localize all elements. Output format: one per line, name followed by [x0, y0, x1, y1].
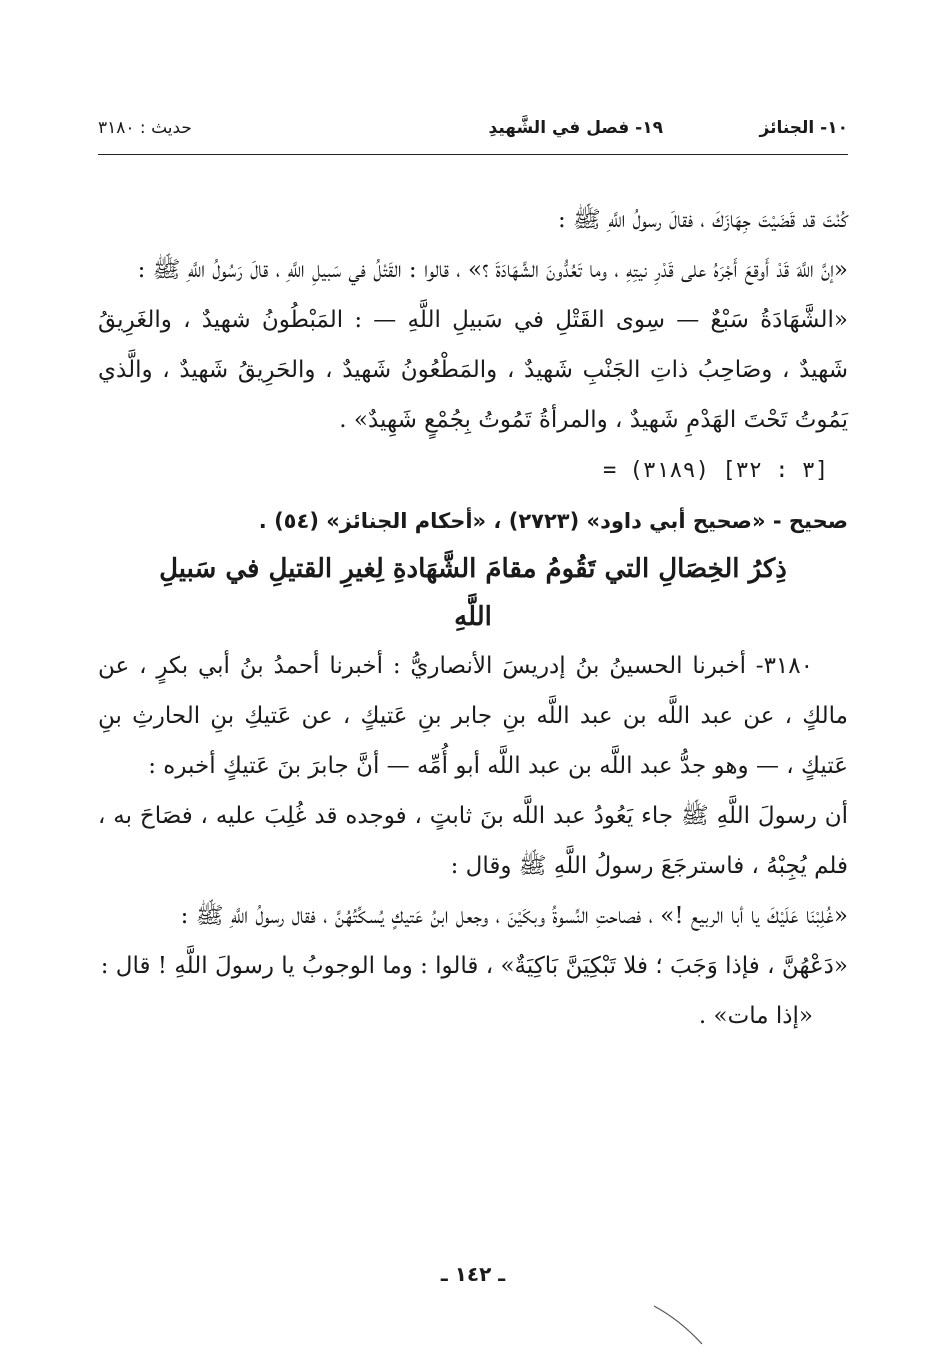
page-number: ـ ١٤٢ ـ: [440, 1262, 506, 1286]
body-paragraph-4: ٣١٨٠- أخبرنا الحسينُ بنُ إدريسَ الأنصاريُّ : أخبرنا أحمدُ بنُ أبي بكرٍ ، عن مالكٍ ، عن عبد اللَّه بن عبد اللَّه بنِ جابر بنِ عَتيكٍ ، عن عَتيكِ بنِ الحارثِ بنِ عَتيكٍ ، — وهو جدُّ عبد اللَّه بن عبد اللَّه أبو أُمِّه — أنَّ جابرَ بنَ عَتيكٍ أخبره :: [98, 653, 848, 779]
body-paragraph-1: كُنْتَ قد قَضَيْتَ جِهَازَكَ ، فقالَ رسولُ اللَّهِ ﷺ :: [557, 207, 848, 233]
chapter-heading: ذِكرُ الخِصَالِ التي تَقُومُ مقامَ الشَّهَادةِ لِغيرِ القتيلِ في سَبيلِ اللَّهِ: [159, 554, 787, 632]
running-header: [98, 118, 848, 148]
grade-line: صحيح - «صحيح أبي داود» (٢٧٢٣) ، «أحكام الجنائز» (٥٤) .: [258, 509, 848, 533]
page-body: [98, 195, 848, 1041]
header-divider: [98, 154, 848, 155]
pen-stroke-mark: [650, 1300, 710, 1350]
body-paragraph-8: «إذا مات» .: [698, 1003, 813, 1029]
header-section: ١٩- فصل في الشَّهيدِ: [488, 118, 663, 138]
body-paragraph-2: «إنَّ اللَّهَ قَدْ أَوقعَ أَجْرَهُ على قَدْرِ نيتِهِ ، وما تَعُدُّونَ الشَّهَادَةَ ؟» ، قالوا : القَتْلُ في سَبيلِ اللَّهِ ، قالَ رَسُولُ اللَّهِ ﷺ :: [137, 257, 848, 283]
reference-line: = (٣١٨٩) [٣ : ٣٢]: [603, 458, 829, 483]
body-paragraph-3: «الشَّهَادَةُ سَبْعٌ — سِوى القَتْلِ في سَبيلِ اللَّهِ — : المَبْطُونُ شهيدٌ ، والغَرِيقُ شَهيدٌ ، وصَاحِبُ ذاتِ الجَنْبِ شَهيدٌ ، والمَطْعُونُ شَهيدٌ ، والحَرِيقُ شَهيدٌ ، والَّذي يَمُوتُ تَحْتَ الهَدْمِ شَهيدٌ ، والمرأةُ تَمُوتُ بِجُمْعٍ شَهِيدٌ» .: [98, 307, 848, 433]
header-hadith-number: حديث : ٣١٨٠: [98, 118, 192, 138]
header-chapter: ١٠- الجنائز: [759, 118, 848, 138]
body-paragraph-5: أن رسولَ اللَّهِ ﷺ جاء يَعُودُ عبد اللَّه بنَ ثابتٍ ، فوجده قد غُلِبَ عليه ، فصَاحَ به ، فلم يُجِبْهُ ، فاسترجَعَ رسولُ اللَّهِ ﷺ وقال :: [98, 803, 848, 879]
body-paragraph-7: «دَعْهُنَّ ، فإذا وَجَبَ ؛ فلا تَبْكِيَنَّ بَاكِيَةٌ» ، قالوا : وما الوجوبُ يا رسولَ اللَّهِ ! قال :: [100, 953, 848, 979]
body-paragraph-6: «غُلِبْنَا عَلَيْكَ يا أبا الربيع !» ، فصاحتِ النِّسوةُ وبكَيْنَ ، وجعل ابنُ عَتيكٍ يُسكِّتُهُنَّ ، فقال رسولُ اللَّهِ ﷺ :: [180, 903, 848, 929]
